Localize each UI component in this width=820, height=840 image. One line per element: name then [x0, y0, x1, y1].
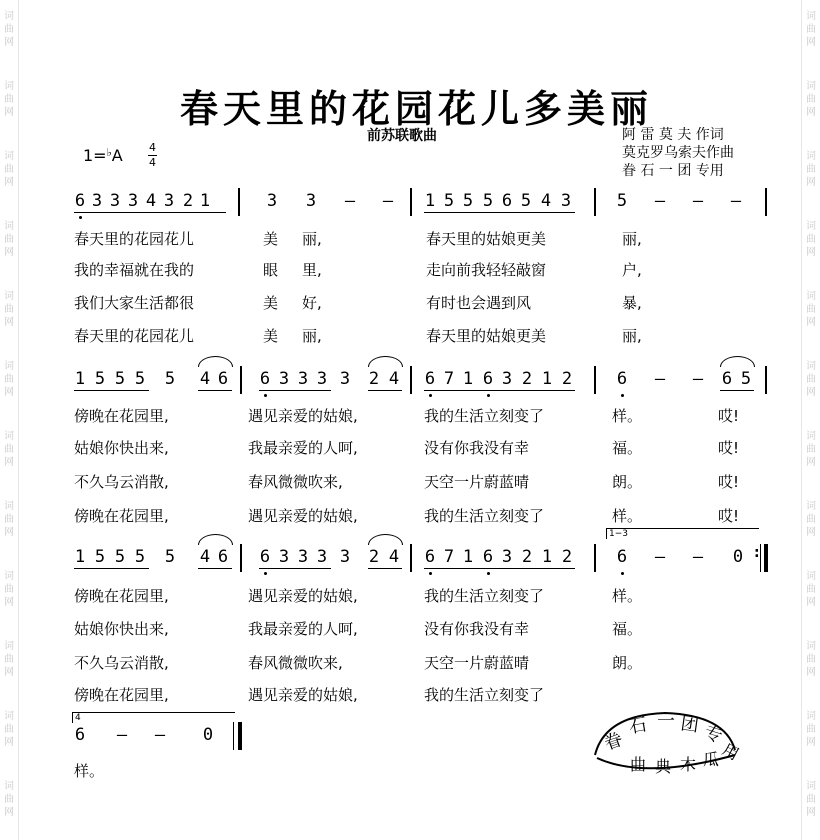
seal-stamp — [585, 695, 745, 785]
lyric: 丽, — [302, 327, 322, 345]
lyric: 春风微微吹来, — [248, 654, 343, 672]
left-watermark-strip — [0, 0, 19, 840]
barline — [594, 366, 596, 394]
note: 7 — [443, 369, 455, 389]
beam-underline — [74, 568, 149, 569]
note: 5 — [482, 191, 494, 211]
note: 3 — [127, 191, 139, 211]
svg-text:典: 典 — [655, 757, 672, 776]
lyric: 福。 — [612, 620, 643, 638]
note: 4 — [145, 191, 157, 211]
lyric: 样。 — [612, 407, 643, 425]
watermark-text: 词 曲 网 — [4, 501, 14, 538]
note: 5 — [134, 547, 146, 567]
lyric: 傍晚在花园里, — [74, 407, 169, 425]
note: 6 — [217, 369, 229, 389]
note: 6 — [482, 369, 494, 389]
note: — — [654, 191, 666, 211]
octave-dot — [264, 394, 267, 397]
lyric: 哎! — [718, 507, 740, 525]
beam-underline — [720, 390, 754, 391]
watermark-text: 词 曲 网 — [4, 361, 14, 398]
note: 4 — [199, 547, 211, 567]
note: 1 — [541, 369, 553, 389]
note: 5 — [164, 547, 176, 567]
lyric: 傍晚在花园里, — [74, 686, 169, 704]
lyric: 遇见亲爱的姑娘, — [248, 587, 358, 605]
watermark-text: 词 曲 网 — [4, 151, 14, 188]
lyric: 姑娘你快出来, — [74, 620, 169, 638]
note: 2 — [368, 369, 380, 389]
lyric: 春风微微吹来, — [248, 473, 343, 491]
lyric: 丽, — [622, 230, 642, 248]
lyric: 好, — [302, 294, 322, 312]
beam-underline — [259, 390, 331, 391]
owner-credit: 眷 石 一 团 专用 — [622, 163, 724, 179]
lyric: 美 — [263, 294, 279, 312]
song-title: 春天里的花园花儿多美丽 — [180, 86, 654, 131]
lyric: 朗。 — [612, 473, 643, 491]
time-signature: 4 4 — [149, 141, 156, 169]
watermark-text: 词 曲 网 — [4, 711, 14, 748]
right-watermark-strip — [801, 0, 820, 840]
octave-dot — [621, 394, 624, 397]
note: 3 — [278, 369, 290, 389]
watermark-text: 词 曲 网 — [4, 781, 14, 818]
watermark-text: 词 曲 网 — [806, 501, 816, 538]
watermark-text: 词 曲 网 — [806, 151, 816, 188]
barline — [765, 188, 767, 216]
lyric: 里, — [302, 261, 322, 279]
note: — — [654, 547, 666, 567]
lyric: 我的幸福就在我的 — [74, 261, 195, 279]
lyric: 我的生活立刻变了 — [424, 686, 545, 704]
note: 1 — [462, 547, 474, 567]
svg-text:一: 一 — [657, 711, 675, 732]
note: 3 — [278, 547, 290, 567]
lyric: 哎! — [718, 439, 740, 457]
barline — [760, 544, 761, 572]
watermark-text: 词 曲 网 — [4, 11, 14, 48]
note: 6 — [482, 547, 494, 567]
note: 3 — [305, 191, 317, 211]
note: 2 — [368, 547, 380, 567]
beam-underline — [198, 568, 232, 569]
note: 4 — [540, 191, 552, 211]
watermark-text: 词 曲 网 — [806, 781, 816, 818]
octave-dot — [429, 572, 432, 575]
beam-underline — [424, 212, 575, 213]
note: 2 — [561, 369, 573, 389]
lyric: 姑娘你快出来, — [74, 439, 169, 457]
beam-underline — [74, 212, 226, 213]
lyric: 我的生活立刻变了 — [424, 507, 545, 525]
lyric: 不久乌云消散, — [74, 473, 169, 491]
note: 6 — [259, 547, 271, 567]
lyric: 朗。 — [612, 654, 643, 672]
lyric: 美 — [263, 327, 279, 345]
note: — — [692, 191, 704, 211]
note: 6 — [424, 547, 436, 567]
note: 3 — [316, 547, 328, 567]
octave-dot — [487, 394, 490, 397]
beam-underline — [198, 390, 232, 391]
song-subtitle: 前苏联歌曲 — [367, 128, 437, 144]
note: 6 — [501, 191, 513, 211]
lyric: 样。 — [612, 587, 643, 605]
note: 1 — [541, 547, 553, 567]
octave-dot — [487, 572, 490, 575]
lyric: 我最亲爱的人呵, — [248, 620, 358, 638]
lyric: 丽, — [302, 230, 322, 248]
svg-text:木: 木 — [680, 755, 697, 774]
note: — — [344, 191, 356, 211]
lyric: 春天里的花园花儿 — [74, 327, 195, 345]
note: 1 — [424, 191, 436, 211]
lyric: 春天里的姑娘更美 — [426, 230, 547, 248]
lyric: 遇见亲爱的姑娘, — [248, 686, 358, 704]
lyric: 我最亲爱的人呵, — [248, 439, 358, 457]
lyric: 眼 — [263, 261, 279, 279]
note: — — [654, 369, 666, 389]
credits — [622, 126, 734, 180]
note: 3 — [297, 369, 309, 389]
note: 5 — [164, 369, 176, 389]
lyric: 样。 — [74, 762, 105, 780]
note: 5 — [520, 191, 532, 211]
svg-text:瓜: 瓜 — [703, 750, 720, 769]
note: — — [692, 547, 704, 567]
barline — [240, 544, 242, 572]
note: 2 — [521, 369, 533, 389]
svg-text:石: 石 — [627, 714, 649, 738]
note: 2 — [521, 547, 533, 567]
octave-dot — [264, 572, 267, 575]
lyric: 天空一片蔚蓝晴 — [424, 654, 530, 672]
watermark-text: 词 曲 网 — [4, 221, 14, 258]
watermark-text: 词 曲 网 — [806, 361, 816, 398]
lyric: 没有你我没有幸 — [424, 620, 530, 638]
svg-text:团: 团 — [679, 713, 701, 737]
note: 3 — [109, 191, 121, 211]
lyric: 春天里的花园花儿 — [74, 230, 195, 248]
note: 5 — [114, 369, 126, 389]
lyric: 没有你我没有幸 — [424, 439, 530, 457]
note: 5 — [114, 547, 126, 567]
note: 3 — [316, 369, 328, 389]
svg-text:用: 用 — [719, 739, 743, 765]
watermark-text: 词 曲 网 — [4, 81, 14, 118]
composer-credit: 莫克罗乌索夫作曲 — [622, 145, 734, 161]
note: 3 — [297, 547, 309, 567]
note: 1 — [199, 191, 211, 211]
note: 4 — [199, 369, 211, 389]
beam-underline — [368, 390, 402, 391]
barline — [233, 722, 234, 750]
barline — [594, 544, 596, 572]
volta-bracket: 1−3 — [606, 528, 759, 539]
lyric: 春天里的姑娘更美 — [426, 327, 547, 345]
lyric: 傍晚在花园里, — [74, 507, 169, 525]
note: 5 — [134, 369, 146, 389]
note: 1 — [462, 369, 474, 389]
lyric: 遇见亲爱的姑娘, — [248, 407, 358, 425]
volta-bracket: 4 — [72, 712, 235, 723]
note: 6 — [259, 369, 271, 389]
watermark-text: 词 曲 网 — [806, 431, 816, 468]
lyric: 遇见亲爱的姑娘, — [248, 507, 358, 525]
note: 5 — [94, 369, 106, 389]
note: 0 — [732, 547, 744, 567]
beam-underline — [368, 568, 402, 569]
note: 6 — [74, 191, 86, 211]
barline — [765, 366, 767, 394]
note: 1 — [74, 369, 86, 389]
note: 1 — [74, 547, 86, 567]
note: 6 — [74, 725, 86, 745]
lyric: 天空一片蔚蓝晴 — [424, 473, 530, 491]
watermark-text: 词 曲 网 — [806, 641, 816, 678]
note: — — [730, 191, 742, 211]
note: 3 — [163, 191, 175, 211]
note: 3 — [560, 191, 572, 211]
lyric: 走向前我轻轻敲窗 — [426, 261, 547, 279]
watermark-text: 词 曲 网 — [806, 711, 816, 748]
note: — — [382, 191, 394, 211]
watermark-text: 词 曲 网 — [806, 571, 816, 608]
note: 6 — [616, 547, 628, 567]
lyric: 暴, — [622, 294, 642, 312]
svg-text:眷: 眷 — [601, 728, 626, 755]
note: 2 — [182, 191, 194, 211]
note: 5 — [443, 191, 455, 211]
barline — [594, 188, 596, 216]
note: 3 — [339, 369, 351, 389]
note: 0 — [202, 725, 214, 745]
barline — [240, 366, 242, 394]
watermark-text: 词 曲 网 — [4, 291, 14, 328]
note: 5 — [740, 369, 752, 389]
lyric: 不久乌云消散, — [74, 654, 169, 672]
note: — — [154, 725, 166, 745]
beam-underline — [424, 390, 575, 391]
slur — [198, 356, 233, 367]
lyric: 美 — [263, 230, 279, 248]
note: 6 — [424, 369, 436, 389]
lyricist-credit: 阿 雷 莫 夫 作词 — [622, 127, 724, 143]
note: 5 — [94, 547, 106, 567]
note: 4 — [388, 547, 400, 567]
key-signature: 1=♭A — [83, 146, 123, 165]
lyric: 我的生活立刻变了 — [424, 587, 545, 605]
watermark-text: 词 曲 网 — [806, 81, 816, 118]
barline — [410, 188, 412, 216]
barline — [410, 544, 412, 572]
note: 4 — [388, 369, 400, 389]
lyric: 丽, — [622, 327, 642, 345]
slur — [368, 356, 403, 367]
note: 3 — [91, 191, 103, 211]
note: 3 — [501, 369, 513, 389]
note: 3 — [339, 547, 351, 567]
slur — [720, 356, 755, 367]
barline — [764, 544, 768, 572]
lyric: 哎! — [718, 407, 740, 425]
barline — [238, 722, 242, 750]
watermark-text: 词 曲 网 — [4, 641, 14, 678]
octave-dot — [79, 216, 82, 219]
note: 5 — [616, 191, 628, 211]
note: 6 — [217, 547, 229, 567]
note: — — [116, 725, 128, 745]
lyric: 有时也会遇到风 — [426, 294, 532, 312]
beam-underline — [74, 390, 149, 391]
octave-dot — [429, 394, 432, 397]
watermark-text: 词 曲 网 — [806, 11, 816, 48]
beam-underline — [424, 568, 575, 569]
barline — [410, 366, 412, 394]
note: 6 — [721, 369, 733, 389]
note: — — [692, 369, 704, 389]
barline — [238, 188, 240, 216]
lyric: 福。 — [612, 439, 643, 457]
note: 2 — [561, 547, 573, 567]
lyric: 我的生活立刻变了 — [424, 407, 545, 425]
watermark-text: 词 曲 网 — [4, 431, 14, 468]
lyric: 样。 — [612, 507, 643, 525]
svg-text:专: 专 — [701, 721, 726, 748]
svg-text:曲: 曲 — [630, 755, 647, 774]
watermark-text: 词 曲 网 — [806, 291, 816, 328]
note: 3 — [501, 547, 513, 567]
lyric: 哎! — [718, 473, 740, 491]
note: 6 — [616, 369, 628, 389]
watermark-text: 词 曲 网 — [4, 571, 14, 608]
slur — [198, 534, 233, 545]
note: 5 — [462, 191, 474, 211]
beam-underline — [259, 568, 331, 569]
slur — [368, 534, 403, 545]
note: 7 — [443, 547, 455, 567]
octave-dot — [621, 572, 624, 575]
repeat-dots: : — [754, 545, 760, 561]
watermark-text: 词 曲 网 — [806, 221, 816, 258]
note: 3 — [266, 191, 278, 211]
lyric: 傍晚在花园里, — [74, 587, 169, 605]
lyric: 户, — [622, 261, 642, 279]
lyric: 我们大家生活都很 — [74, 294, 195, 312]
